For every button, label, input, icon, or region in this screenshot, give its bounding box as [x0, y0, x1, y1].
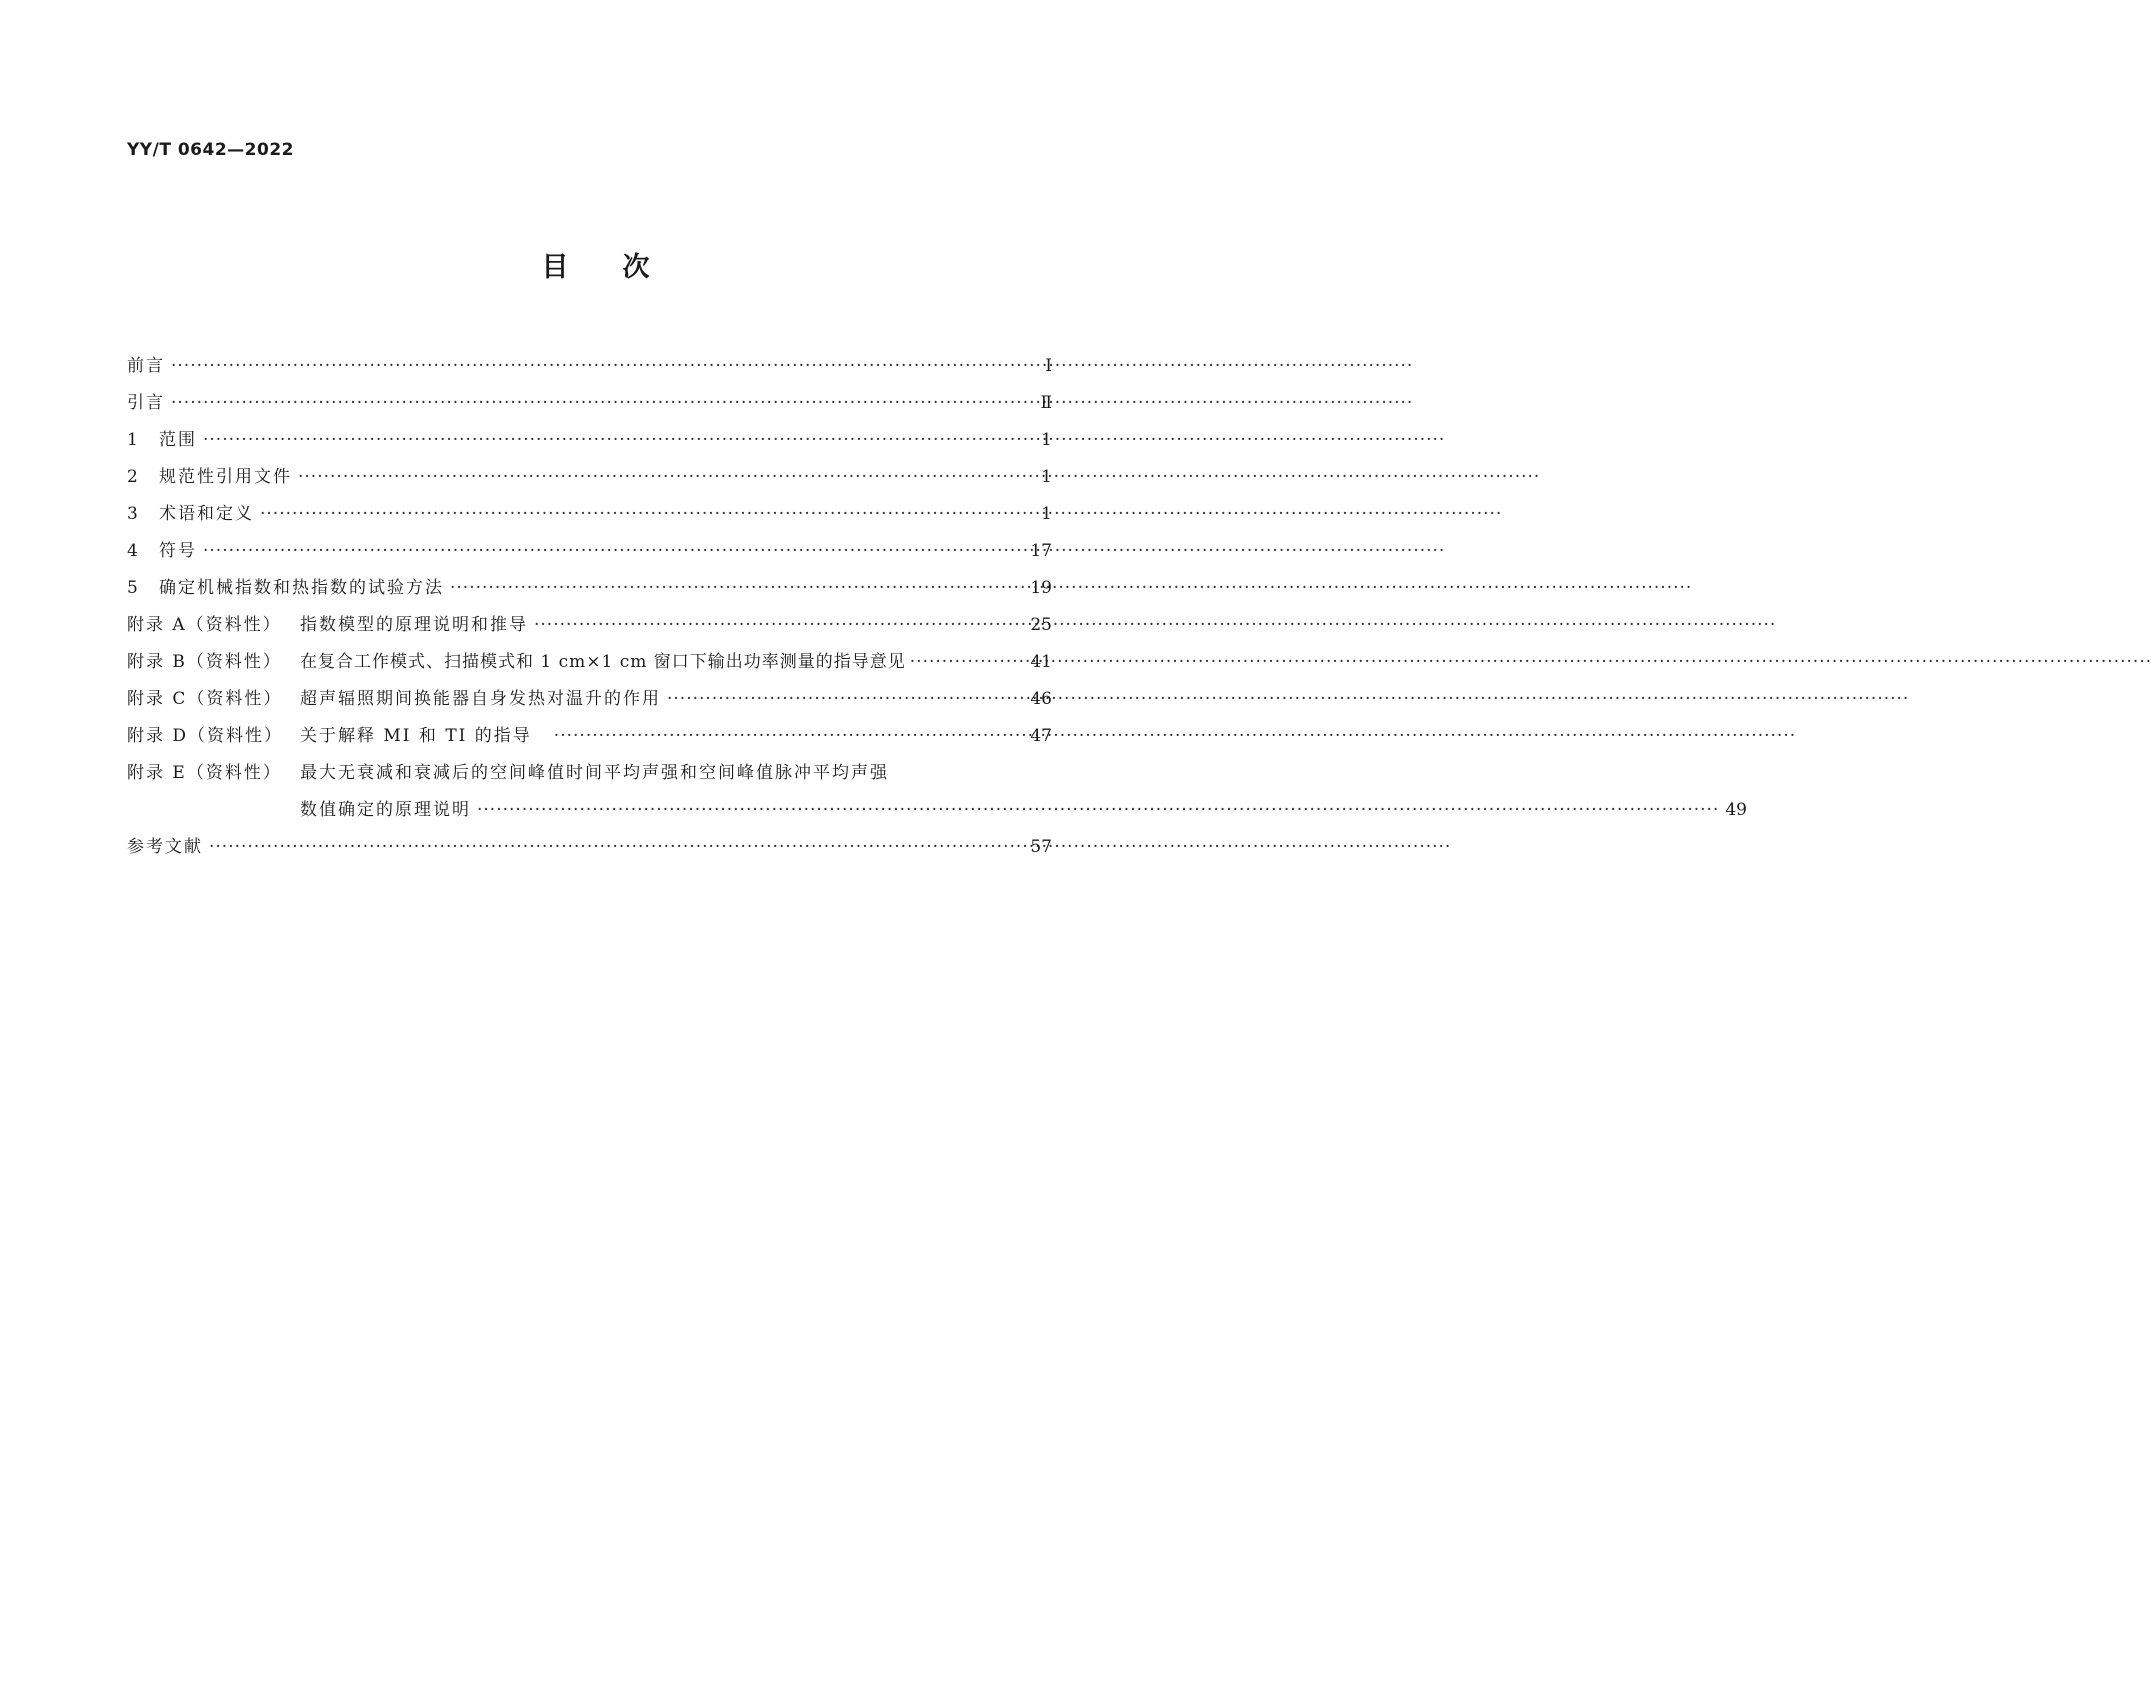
toc-entry-page: 46 — [1030, 689, 1052, 709]
toc-entry-number: 2 — [127, 467, 138, 487]
toc-entry-body — [300, 762, 1747, 821]
toc-entry-text-continued: 数值确定的原理说明 — [300, 800, 471, 820]
toc-entry-body — [127, 392, 1038, 414]
toc-entry-body — [159, 466, 1038, 488]
dot-leader — [910, 651, 2152, 673]
toc-entry-text: 最大无衰减和衰减后的空间峰值时间平均声强和空间峰值脉冲平均声强 — [300, 763, 889, 783]
toc-entry-bibliography[interactable] — [127, 821, 1052, 858]
toc-entry-page: 57 — [1030, 837, 1052, 857]
toc-entry-annex-e[interactable] — [127, 747, 1747, 821]
toc-entry-body — [300, 614, 1030, 636]
toc-entry-symbols[interactable] — [127, 525, 1052, 562]
toc-entry-body — [300, 725, 1030, 747]
toc-entry-body — [159, 577, 1030, 599]
toc-entry-body — [127, 836, 1030, 858]
toc-entry-page: 41 — [1030, 652, 1052, 672]
toc-entry-text: 引言 — [127, 393, 165, 413]
toc-entry-test-methods[interactable] — [127, 562, 1052, 599]
toc-entry-terms-definitions[interactable] — [127, 488, 1052, 525]
dot-leader — [171, 392, 1413, 414]
toc-entry-page: Ⅱ — [1040, 393, 1052, 413]
toc-entry-text: 指数模型的原理说明和推导 — [300, 615, 528, 635]
toc-annex-label: 附录 C（资料性） — [127, 689, 283, 709]
toc-entry-body — [300, 651, 1030, 673]
page-title: 目次 — [541, 252, 704, 283]
toc-annex-label: 附录 A（资料性） — [127, 615, 282, 635]
toc-annex-label: 附录 B（资料性） — [127, 652, 282, 672]
toc-entry-text: 在复合工作模式、扫描模式和 1 cm×1 cm 窗口下输出功率测量的指导意见 — [300, 652, 906, 672]
standard-code: YY/T 0642—2022 — [127, 140, 294, 160]
toc-entry-page: 1 — [1041, 467, 1052, 487]
toc-entry-number: 3 — [127, 504, 138, 524]
table-of-contents — [127, 340, 1747, 858]
toc-entry-page: 17 — [1030, 541, 1052, 561]
toc-entry-text: 前言 — [127, 356, 165, 376]
toc-entry-scope[interactable] — [127, 414, 1052, 451]
toc-entry-text: 规范性引用文件 — [159, 467, 292, 487]
toc-entry-normative-references[interactable] — [127, 451, 1052, 488]
dot-leader — [203, 429, 1445, 451]
toc-entry-body — [159, 503, 1038, 525]
toc-entry-text: 关于解释 MI 和 TI 的指导 — [300, 726, 532, 746]
toc-entry-number: 5 — [127, 578, 138, 598]
toc-entry-introduction[interactable] — [127, 377, 1052, 414]
toc-entry-body — [300, 688, 1030, 710]
dot-leader — [260, 503, 1502, 525]
dot-leader — [298, 466, 1540, 488]
dot-leader — [209, 836, 1451, 858]
dot-leader — [534, 614, 1776, 636]
toc-entry-number: 1 — [127, 430, 138, 450]
toc-entry-body — [159, 429, 1038, 451]
dot-leader — [667, 688, 1909, 710]
dot-leader — [171, 355, 1413, 377]
toc-entry-number: 4 — [127, 541, 138, 561]
dot-leader — [450, 577, 1692, 599]
toc-entry-foreword[interactable] — [127, 340, 1052, 377]
toc-entry-body — [159, 540, 1030, 562]
toc-entry-text: 参考文献 — [127, 837, 203, 857]
dot-leader — [554, 725, 1796, 747]
toc-entry-annex-c[interactable] — [127, 673, 1052, 710]
toc-entry-page: 25 — [1030, 615, 1052, 635]
toc-entry-annex-d[interactable] — [127, 710, 1052, 747]
toc-entry-page: 49 — [1725, 800, 1747, 820]
toc-entry-page: 47 — [1030, 726, 1052, 746]
toc-entry-text: 范围 — [159, 430, 197, 450]
dot-leader — [477, 799, 1719, 821]
toc-entry-page: 1 — [1041, 504, 1052, 524]
toc-entry-continuation — [300, 799, 1747, 821]
toc-entry-text: 符号 — [159, 541, 197, 561]
toc-entry-annex-a[interactable] — [127, 599, 1052, 636]
toc-entry-body — [127, 355, 1038, 377]
toc-entry-text: 术语和定义 — [159, 504, 254, 524]
toc-entry-page: Ⅰ — [1045, 356, 1052, 376]
toc-entry-annex-b[interactable] — [127, 636, 1052, 673]
toc-entry-page: 1 — [1041, 430, 1052, 450]
toc-entry-text: 超声辐照期间换能器自身发热对温升的作用 — [300, 689, 661, 709]
toc-entry-text: 确定机械指数和热指数的试验方法 — [159, 578, 444, 598]
toc-annex-label: 附录 D（资料性） — [127, 726, 284, 746]
toc-entry-page: 19 — [1030, 578, 1052, 598]
toc-annex-label: 附录 E（资料性） — [127, 763, 282, 783]
dot-leader — [203, 540, 1445, 562]
